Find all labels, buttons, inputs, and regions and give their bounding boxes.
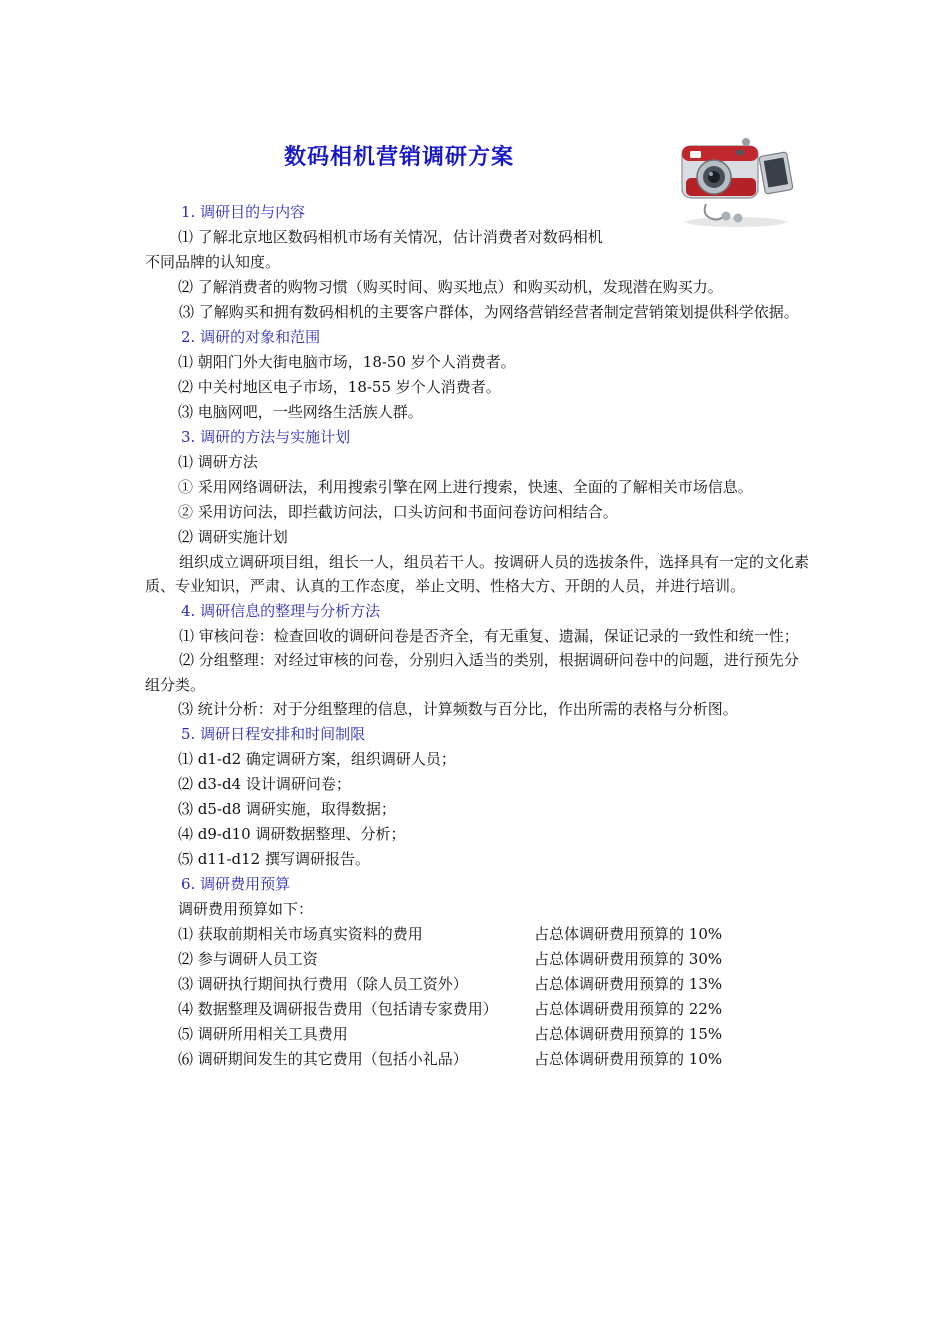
paragraph: ⑵ 分组整理：对经过审核的问卷，分别归入适当的类别，根据调研问卷中的问题，进行预先分组分类。 [145, 651, 799, 694]
list-item: ⑵ 中关村地区电子市场，18-55 岁个人消费者。 [178, 377, 501, 396]
list-item: ⑵ d3-d4 设计调研问卷； [178, 775, 351, 793]
paragraph: 不同品牌的认知度。 [145, 253, 281, 271]
section-heading-6: 6. 调研费用预算 [181, 875, 291, 893]
budget-item: ⑸ 调研所用相关工具费用 [178, 1025, 348, 1043]
list-item: ⑶ d5-d8 调研实施，取得数据； [178, 800, 396, 818]
budget-item: ⑹ 调研期间发生的其它费用（包括小礼品） [178, 1050, 468, 1068]
list-item: ⑷ d9-d10 调研数据整理、分析； [178, 825, 406, 843]
section-heading-2: 2. 调研的对象和范围 [181, 327, 321, 346]
budget-item: ⑴ 获取前期相关市场真实资料的费用 [178, 925, 423, 943]
list-item: ⑸ d11-d12 撰写调研报告。 [178, 850, 370, 868]
document-title: 数码相机营销调研方案 [284, 145, 515, 170]
budget-share: 占总体调研费用预算的 10% [534, 1050, 723, 1068]
budget-share: 占总体调研费用预算的 10% [534, 925, 723, 943]
subheading: ⑴ 调研方法 [178, 452, 258, 471]
budget-row [145, 997, 810, 1022]
budget-share: 占总体调研费用预算的 15% [534, 1025, 723, 1043]
paragraph: 调研费用预算如下： [178, 900, 314, 918]
list-item: ⑴ d1-d2 确定调研方案，组织调研人员； [178, 750, 456, 768]
budget-share: 占总体调研费用预算的 13% [534, 975, 723, 993]
budget-row [145, 1047, 810, 1072]
budget-item: ⑶ 调研执行期间执行费用（除人员工资外） [178, 975, 468, 993]
budget-share: 占总体调研费用预算的 30% [534, 950, 723, 968]
budget-row [145, 972, 810, 997]
list-item: ⑴ 朝阳门外大街电脑市场，18-50 岁个人消费者。 [178, 352, 516, 371]
paragraph: ⑶ 了解购买和拥有数码相机的主要客户群体，为网络营销经营者制定营销策划提供科学依据。 [179, 303, 799, 321]
budget-row [145, 922, 810, 947]
section-heading-4: 4. 调研信息的整理与分析方法 [181, 601, 381, 620]
subheading: ⑵ 调研实施计划 [178, 527, 288, 546]
list-item: ⑶ 电脑网吧，一些网络生活族人群。 [178, 402, 423, 421]
budget-row [145, 1022, 810, 1047]
section-heading-3: 3. 调研的方法与实施计划 [181, 427, 351, 446]
budget-row [145, 947, 810, 972]
budget-item: ⑵ 参与调研人员工资 [178, 950, 318, 968]
paragraph: ⑴ 审核问卷：检查回收的调研问卷是否齐全，有无重复、遗漏，保证记录的一致性和统一性； [179, 626, 799, 645]
budget-share: 占总体调研费用预算的 22% [534, 1000, 723, 1018]
budget-item: ⑷ 数据整理及调研报告费用（包括请专家费用） [178, 1000, 498, 1018]
paragraph: ⑴ 了解北京地区数码相机市场有关情况，估计消费者对数码相机 [178, 228, 603, 246]
paragraph: 组织成立调研项目组，组长一人，组员若干人。按调研人员的选拔条件，选择具有一定的文化素质、专业知识，严肃、认真的工作态度，举止文明、性格大方、开朗的人员，并进行培训。 [145, 552, 810, 595]
list-item: ② 采用访问法，即拦截访问法，口头访问和书面问卷访问相结合。 [178, 502, 618, 521]
document-body [145, 200, 810, 1072]
section-heading-5: 5. 调研日程安排和时间制限 [181, 725, 366, 743]
paragraph: ⑶ 统计分析：对于分组整理的信息，计算频数与百分比，作出所需的表格与分析图。 [178, 700, 738, 718]
section-heading-1: 1. 调研目的与内容 [181, 203, 306, 221]
list-item: ① 采用网络调研法，利用搜索引擎在网上进行搜索，快速、全面的了解相关市场信息。 [178, 477, 753, 496]
paragraph: ⑵ 了解消费者的购物习惯（购买时间、购买地点）和购买动机，发现潜在购买力。 [178, 278, 723, 296]
